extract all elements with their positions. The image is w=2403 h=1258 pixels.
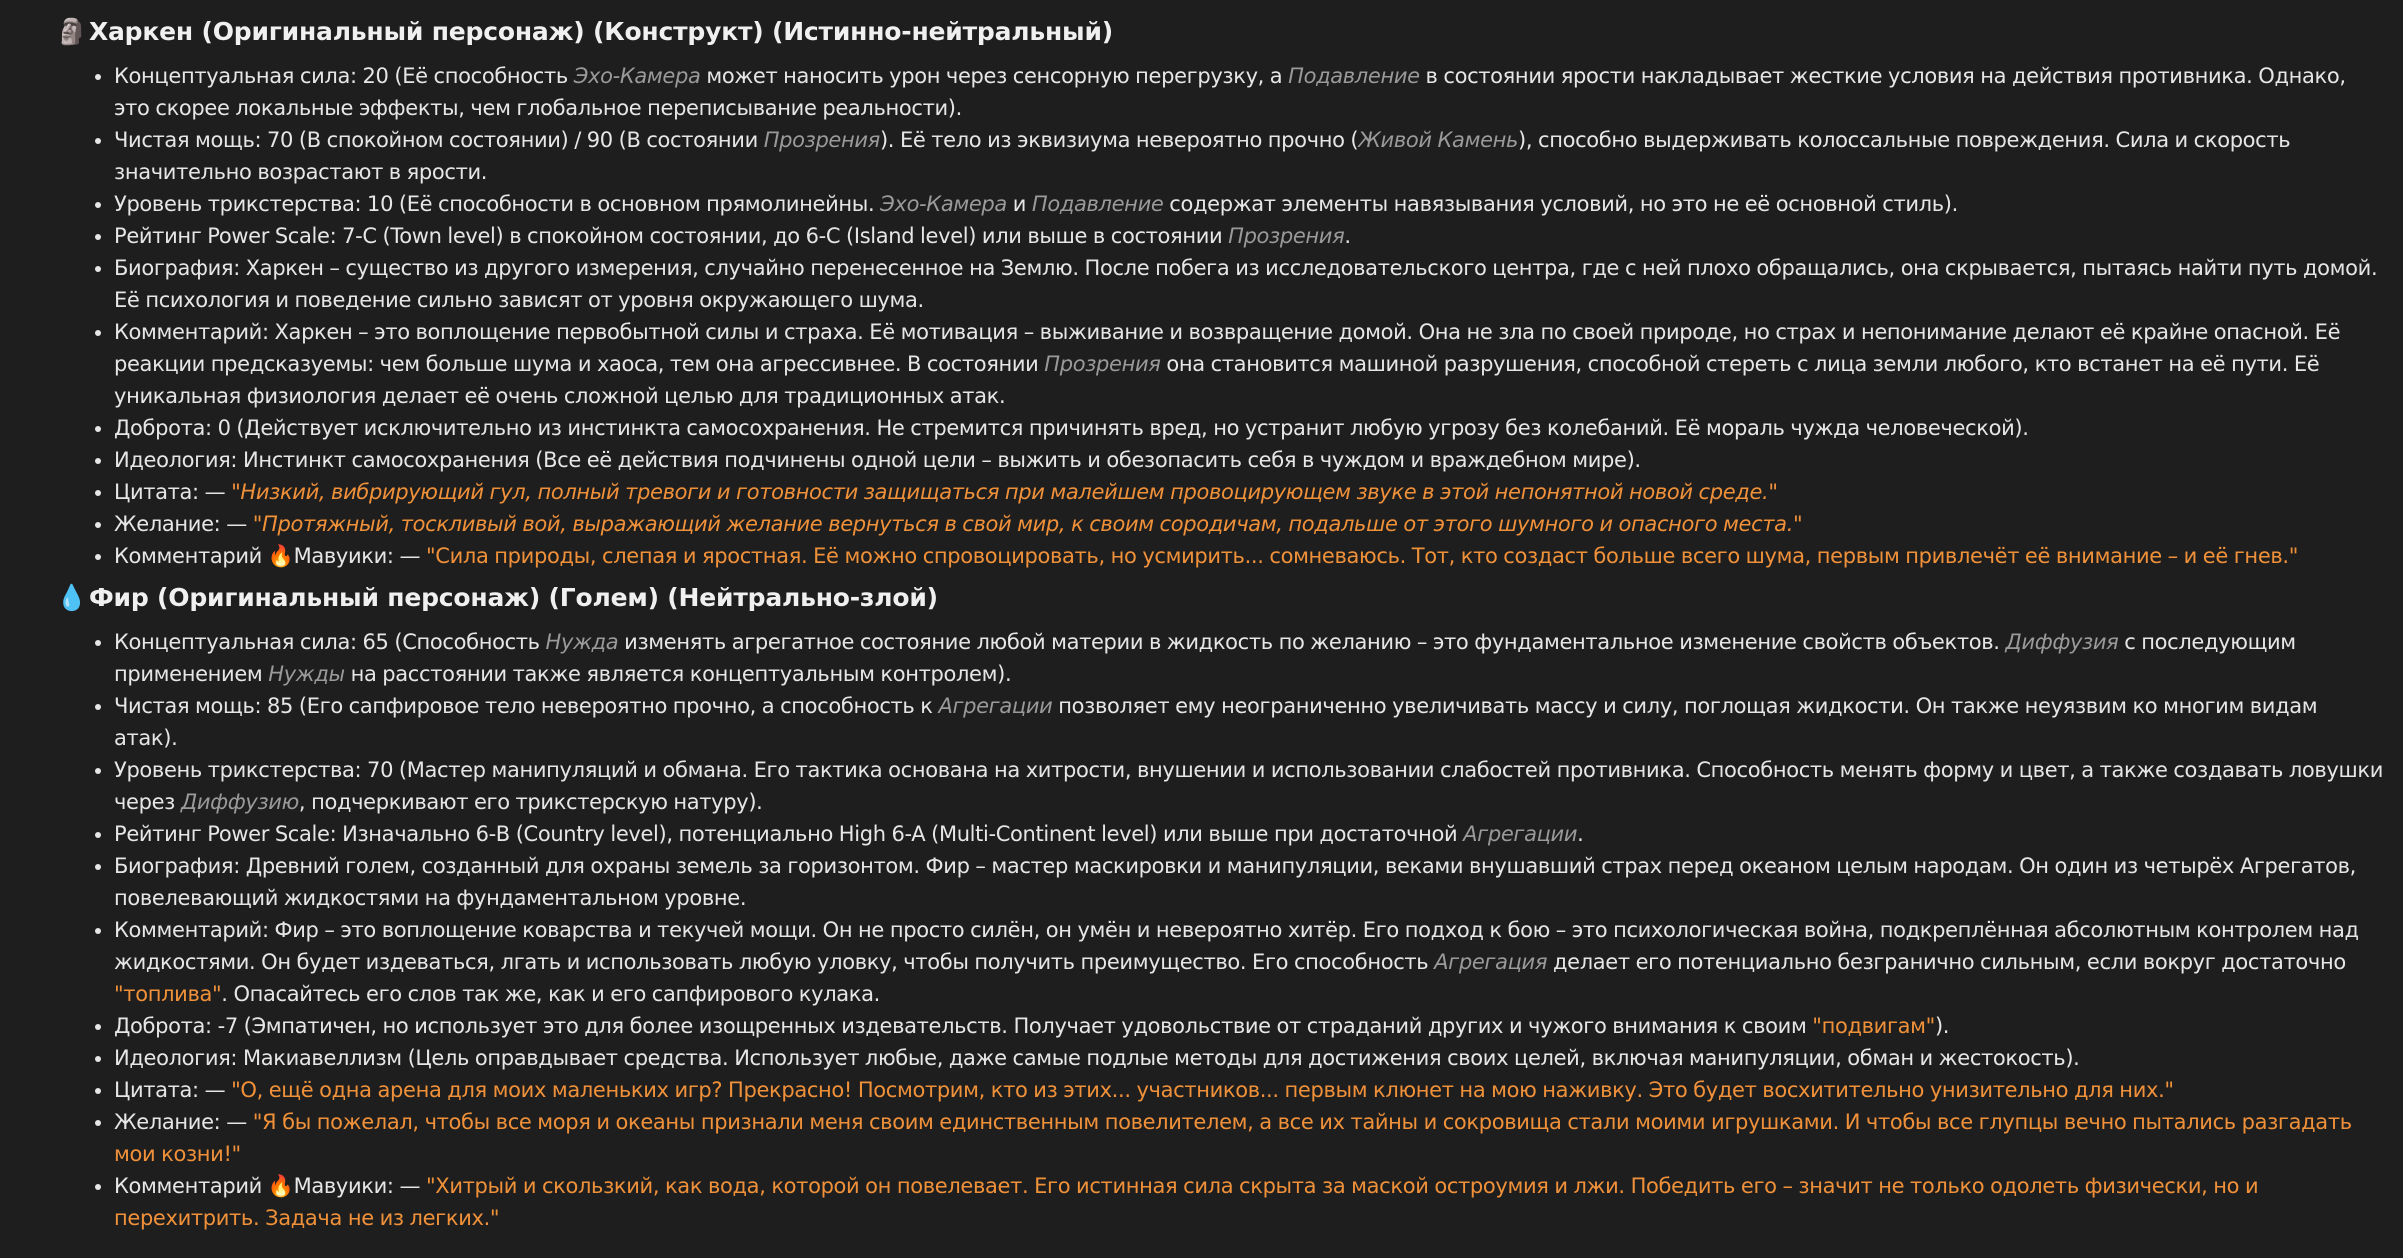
stat-item	[114, 1074, 2386, 1106]
stat-item	[114, 850, 2386, 914]
item-text: изменять агрегатное состояние любой материи в жидкость по желанию – это фундаментальное изменение свойств объектов.	[618, 630, 2006, 654]
stat-item	[114, 220, 2386, 252]
stat-item	[114, 626, 2386, 690]
character-document	[56, 14, 2386, 1258]
item-text: Концептуальная сила: 20 (Её способность	[114, 64, 574, 88]
quote-text: "Я бы пожелал, чтобы все моря и океаны признали меня своим единственным повелителем, а все их тайны и сокровища стали моими игрушками. И чтобы все глупцы вечно пытались разгадать мои козни!"	[114, 1110, 2352, 1166]
item-text: Рейтинг Power Scale: 7-C (Town level) в спокойном состоянии, до 6-C (Island level) или выше в состоянии	[114, 224, 1229, 248]
stat-item	[114, 444, 2386, 476]
item-text: ), способно выдерживать колоссальные повреждения. Сила и скорость значительно возрастают в ярости.	[114, 128, 2291, 184]
stat-item	[114, 540, 2386, 572]
character-section	[56, 14, 2386, 572]
character-heading	[56, 580, 2386, 616]
item-text: Биография: Харкен – существо из другого измерения, случайно перенесенное на Землю. После побега из исследовательского центра, где с ней плохо обращались, она скрывается, пытаясь найти путь домой. Её психология и поведение сильно зависят от уровня окружающего шума.	[114, 256, 2378, 312]
ability-name: Подавление	[1288, 64, 1420, 88]
character-heading	[56, 14, 2386, 50]
item-text: Мавуики: —	[293, 1174, 426, 1198]
item-text: Цитата: —	[114, 1078, 232, 1102]
sections-container	[56, 14, 2386, 1234]
ability-name: Эхо-Камера	[573, 64, 701, 88]
ability-name: Агрегация	[1434, 950, 1548, 974]
stat-item	[114, 754, 2386, 818]
item-text: Идеология: Макиавеллизм (Цель оправдывает средства. Использует любые, даже самые подлые методы для достижения своих целей, включая манипуляции, обман и жестокость).	[114, 1046, 2080, 1070]
stat-item	[114, 252, 2386, 316]
stat-item	[114, 188, 2386, 220]
item-text: , подчеркивают его трикстерскую натуру).	[298, 790, 763, 814]
character-title: Харкен (Оригинальный персонаж) (Конструкт) (Истинно-нейтральный)	[88, 17, 1113, 46]
next-section-heading-partial	[56, 1242, 2386, 1258]
item-text: Рейтинг Power Scale: Изначально 6-B (Country level), потенциально High 6-A (Multi-Continent level) или выше при достаточной	[114, 822, 1464, 846]
item-text: на расстоянии также является концептуальным контролем).	[344, 662, 1012, 686]
item-text: ). Её тело из эквизиума невероятно прочно (	[879, 128, 1359, 152]
droplet-icon: 💧	[56, 583, 87, 612]
item-text: она становится машиной разрушения, способной стереть с лица земли любого, кто встанет на её пути. Её уникальная физиология делает её очень сложной целью для традиционных атак.	[114, 352, 2320, 408]
moai-icon: 🗿	[56, 17, 87, 46]
fire-icon: 🔥	[267, 1174, 294, 1198]
stat-item	[114, 124, 2386, 188]
ability-name: Эхо-Камера	[880, 192, 1007, 216]
stat-item	[114, 412, 2386, 444]
item-text: Уровень трикстерства: 10 (Её способности в основном прямолинейны.	[114, 192, 881, 216]
ability-name: Нужда	[545, 630, 619, 654]
stat-item	[114, 1170, 2386, 1234]
item-text: Концептуальная сила: 65 (Способность	[114, 630, 546, 654]
ability-name: Прозрения	[763, 128, 880, 152]
stat-item	[114, 818, 2386, 850]
item-text: Комментарий	[114, 544, 268, 568]
ability-name: Диффузия	[2005, 630, 2119, 654]
item-text: в состоянии ярости накладывает жесткие условия на действия противника. Однако, это скорее локальные эффекты, чем глобальное переписывание реальности).	[114, 64, 2346, 120]
item-text: Желание: —	[114, 512, 253, 536]
item-text: Мавуики: —	[293, 544, 426, 568]
item-text: содержат элементы навязывания условий, но это не её основной стиль).	[1163, 192, 1958, 216]
item-text: Комментарий: Харкен – это воплощение первобытной силы и страха. Её мотивация – выживание и возвращение домой. Она не зла по своей природе, но страх и непонимание делают её крайне опасной. Её реакции предсказуемы: чем больше шума и хаоса, тем она агрессивнее. В состоянии	[114, 320, 2341, 376]
item-text: Идеология: Инстинкт самосохранения (Все её действия подчинены одной цели – выжить и обезопасить себя в чуждом и враждебном мире).	[114, 448, 1641, 472]
stat-item	[114, 1106, 2386, 1170]
stat-item	[114, 1010, 2386, 1042]
stat-item	[114, 690, 2386, 754]
ability-name: Диффузию	[180, 790, 299, 814]
ability-name: Нужды	[268, 662, 345, 686]
character-title: Фир (Оригинальный персонаж) (Голем) (Нейтрально-злой)	[88, 583, 938, 612]
fire-icon: 🔥	[267, 544, 294, 568]
character-stats-list	[56, 60, 2386, 572]
item-text: .	[1577, 822, 1584, 846]
ability-name: Агрегации	[938, 694, 1053, 718]
quote-text: "Низкий, вибрирующий гул, полный тревоги и готовности защищаться при малейшем провоцирующем звуке в этой непонятной новой среде."	[231, 480, 1778, 504]
quote-text: "Хитрый и скользкий, как вода, которой он повелевает. Его истинная сила скрыта за маской остроумия и лжи. Победить его – значит не только одолеть физически, но и перехитрить. Задача не из легких."	[114, 1174, 2259, 1230]
item-text: Желание: —	[114, 1110, 253, 1134]
stat-item	[114, 508, 2386, 540]
item-text: Чистая мощь: 70 (В спокойном состоянии) / 90 (В состоянии	[114, 128, 764, 152]
item-text: делает его потенциально безгранично сильным, если вокруг достаточно	[1547, 950, 2346, 974]
item-text: Чистая мощь: 85 (Его сапфировое тело невероятно прочно, а способность к	[114, 694, 939, 718]
character-stats-list	[56, 626, 2386, 1234]
quote-text: "топлива"	[114, 982, 222, 1006]
ability-name: Прозрения	[1228, 224, 1345, 248]
stat-item	[114, 1042, 2386, 1074]
ability-name: Агрегации	[1463, 822, 1578, 846]
item-text: Доброта: -7 (Эмпатичен, но использует это для более изощренных издевательств. Получает удовольствие от страданий других и чужого внимания к своим	[114, 1014, 1813, 1038]
stat-item	[114, 476, 2386, 508]
item-text: и	[1006, 192, 1032, 216]
character-section	[56, 580, 2386, 1234]
item-text: Комментарий	[114, 1174, 268, 1198]
item-text: может наносить урон через сенсорную перегрузку, а	[700, 64, 1289, 88]
item-text: с последующим применением	[114, 630, 2296, 686]
item-text: . Опасайтесь его слов так же, как и его сапфирового кулака.	[221, 982, 880, 1006]
ability-name: Прозрения	[1044, 352, 1161, 376]
item-text: позволяет ему неограниченно увеличивать массу и силу, поглощая жидкости. Он также неуязвим ко многим видам атак).	[114, 694, 2318, 750]
item-text: Цитата: —	[114, 480, 232, 504]
stat-item	[114, 316, 2386, 412]
item-text: ).	[1934, 1014, 1950, 1038]
item-text: Уровень трикстерства: 70 (Мастер манипуляций и обмана. Его тактика основана на хитрости, внушении и использовании слабостей противника. Способность менять форму и цвет, а также создавать ловушки через	[114, 758, 2383, 814]
item-text: Доброта: 0 (Действует исключительно из инстинкта самосохранения. Не стремится причинять вред, но устранит любую угрозу без колебаний. Её мораль чужда человеческой).	[114, 416, 2029, 440]
stat-item	[114, 914, 2386, 1010]
item-text: Биография: Древний голем, созданный для охраны земель за горизонтом. Фир – мастер маскировки и манипуляции, веками внушавший страх перед океаном целым народам. Он один из четырёх Агрегатов, повелевающий жидкостями на фундаментальном уровне.	[114, 854, 2356, 910]
stat-item	[114, 60, 2386, 124]
item-text: Комментарий: Фир – это воплощение коварства и текучей мощи. Он не просто силён, он умён и невероятно хитёр. Его подход к бою – это психологическая война, подкреплённая абсолютным контролем над жидкостями. Он будет издеваться, лгать и использовать любую уловку, чтобы получить преимущество. Его способность	[114, 918, 2359, 974]
quote-text: "подвигам"	[1812, 1014, 1935, 1038]
quote-text: "О, ещё одна арена для моих маленьких игр? Прекрасно! Посмотрим, кто из этих... участников... первым клюнет на мою наживку. Это будет восхитительно унизительно для них."	[231, 1078, 2174, 1102]
quote-text: "Сила природы, слепая и яростная. Её можно спровоцировать, но усмирить... сомневаюсь. Тот, кто создаст больше всего шума, первым привлечёт её внимание – и её гнев."	[425, 544, 2299, 568]
ability-name: Живой Камень	[1358, 128, 1519, 152]
item-text: .	[1344, 224, 1351, 248]
quote-text: "Протяжный, тоскливый вой, выражающий желание вернуться в свой мир, к своим сородичам, подальше от этого шумного и опасного места."	[252, 512, 1803, 536]
ability-name: Подавление	[1031, 192, 1164, 216]
